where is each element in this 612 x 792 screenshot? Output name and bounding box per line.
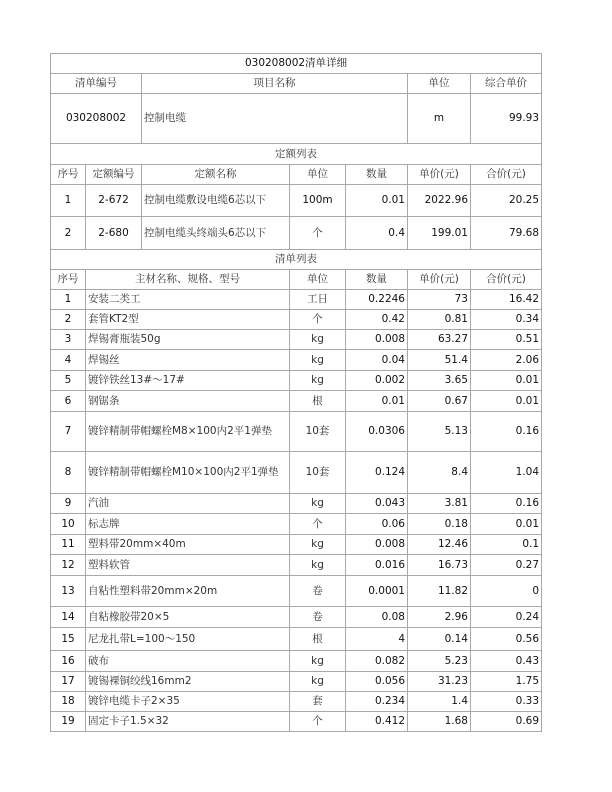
material-row: [51, 672, 542, 692]
material-price: 0.67: [408, 391, 471, 412]
quota-no: 1: [51, 185, 86, 217]
quota-qty: 0.01: [346, 185, 408, 217]
material-price: 12.46: [408, 535, 471, 555]
quota-row: [51, 217, 542, 250]
quota-qty: 0.4: [346, 217, 408, 250]
material-total: 0.1: [471, 535, 542, 555]
material-qty: 0.0001: [346, 576, 408, 607]
material-row: [51, 350, 542, 371]
material-name: 安装二类工: [86, 290, 290, 310]
material-no: 16: [51, 651, 86, 672]
material-total: 0.43: [471, 651, 542, 672]
material-name: 套管KT2型: [86, 310, 290, 330]
material-price: 0.14: [408, 628, 471, 651]
material-unit: 根: [290, 391, 346, 412]
header-bill-code: 清单编号: [51, 74, 142, 94]
material-price: 0.81: [408, 310, 471, 330]
material-row: [51, 412, 542, 452]
material-total: 1.04: [471, 452, 542, 494]
material-no: 2: [51, 310, 86, 330]
material-price: 63.27: [408, 330, 471, 350]
quota-no: 2: [51, 217, 86, 250]
material-no: 3: [51, 330, 86, 350]
material-qty: 0.056: [346, 672, 408, 692]
material-qty: 0.01: [346, 391, 408, 412]
material-unit: kg: [290, 371, 346, 391]
material-total: 0.27: [471, 555, 542, 576]
material-qty: 0.234: [346, 692, 408, 712]
material-no: 6: [51, 391, 86, 412]
material-unit: kg: [290, 330, 346, 350]
material-row: [51, 555, 542, 576]
quota-total: 79.68: [471, 217, 542, 250]
material-qty: 0.412: [346, 712, 408, 732]
material-row: [51, 514, 542, 535]
material-price: 3.65: [408, 371, 471, 391]
material-price: 5.13: [408, 412, 471, 452]
quota-header-row: [51, 165, 542, 185]
material-total: 0.01: [471, 391, 542, 412]
quota-section-title: 定额列表: [51, 144, 542, 165]
material-unit: 工日: [290, 290, 346, 310]
material-name: 塑料软管: [86, 555, 290, 576]
material-total: 0.56: [471, 628, 542, 651]
material-total: 0.34: [471, 310, 542, 330]
material-no: 12: [51, 555, 86, 576]
header-unit: 单位: [408, 74, 471, 94]
header-unit-price: 综合单价: [471, 74, 542, 94]
quota-header-total: 合价(元): [471, 165, 542, 185]
material-qty: 0.04: [346, 350, 408, 371]
material-name: 钢锯条: [86, 391, 290, 412]
material-total: 0.16: [471, 412, 542, 452]
material-no: 7: [51, 412, 86, 452]
material-no: 8: [51, 452, 86, 494]
material-total: 0.01: [471, 371, 542, 391]
material-price: 11.82: [408, 576, 471, 607]
page-title: 030208002清单详细: [51, 54, 542, 74]
material-row: [51, 692, 542, 712]
material-price: 3.81: [408, 494, 471, 514]
materials-section-row: [51, 250, 542, 270]
material-price: 73: [408, 290, 471, 310]
materials-header-qty: 数量: [346, 270, 408, 290]
material-unit: 个: [290, 310, 346, 330]
material-total: 2.06: [471, 350, 542, 371]
material-no: 10: [51, 514, 86, 535]
material-qty: 0.082: [346, 651, 408, 672]
header-item-name: 项目名称: [142, 74, 408, 94]
material-row: [51, 607, 542, 628]
material-unit: 套: [290, 692, 346, 712]
material-row: [51, 310, 542, 330]
material-unit: 卷: [290, 607, 346, 628]
material-no: 14: [51, 607, 86, 628]
material-no: 15: [51, 628, 86, 651]
material-price: 2.96: [408, 607, 471, 628]
material-qty: 4: [346, 628, 408, 651]
materials-header-row: [51, 270, 542, 290]
materials-header-unit: 单位: [290, 270, 346, 290]
material-price: 1.68: [408, 712, 471, 732]
material-unit: 10套: [290, 452, 346, 494]
bill-unit: m: [408, 94, 471, 144]
material-total: 0.51: [471, 330, 542, 350]
material-name: 镀锡裸铜绞线16mm2: [86, 672, 290, 692]
material-unit: 个: [290, 514, 346, 535]
material-qty: 0.0306: [346, 412, 408, 452]
material-name: 自粘橡胶带20×5: [86, 607, 290, 628]
material-name: 固定卡子1.5×32: [86, 712, 290, 732]
material-row: [51, 290, 542, 310]
material-total: 0.16: [471, 494, 542, 514]
quota-total: 20.25: [471, 185, 542, 217]
quota-name: 控制电缆敷设电缆6芯以下: [142, 185, 290, 217]
material-no: 18: [51, 692, 86, 712]
material-row: [51, 371, 542, 391]
bill-detail-table: [50, 53, 542, 732]
material-qty: 0.124: [346, 452, 408, 494]
material-unit: kg: [290, 555, 346, 576]
materials-header-name: 主材名称、规格、型号: [86, 270, 290, 290]
quota-unit: 个: [290, 217, 346, 250]
material-unit: kg: [290, 651, 346, 672]
materials-header-total: 合价(元): [471, 270, 542, 290]
material-name: 镀锌铁丝13#～17#: [86, 371, 290, 391]
material-name: 镀锌精制带帽螺栓M8×100内2平1弹垫: [86, 412, 290, 452]
material-price: 1.4: [408, 692, 471, 712]
bill-price: 99.93: [471, 94, 542, 144]
material-qty: 0.2246: [346, 290, 408, 310]
materials-section-title: 清单列表: [51, 250, 542, 270]
material-name: 标志牌: [86, 514, 290, 535]
material-total: 0.69: [471, 712, 542, 732]
material-name: 镀锌精制带帽螺栓M10×100内2平1弹垫: [86, 452, 290, 494]
quota-header-unit: 单位: [290, 165, 346, 185]
material-price: 8.4: [408, 452, 471, 494]
materials-header-price: 单价(元): [408, 270, 471, 290]
material-name: 镀锌电缆卡子2×35: [86, 692, 290, 712]
materials-header-no: 序号: [51, 270, 86, 290]
quota-code: 2-672: [86, 185, 142, 217]
quota-price: 2022.96: [408, 185, 471, 217]
bill-code: 030208002: [51, 94, 142, 144]
material-unit: 根: [290, 628, 346, 651]
material-row: [51, 712, 542, 732]
material-row: [51, 494, 542, 514]
material-row: [51, 628, 542, 651]
title-row: [51, 54, 542, 74]
material-qty: 0.016: [346, 555, 408, 576]
quota-header-no: 序号: [51, 165, 86, 185]
material-no: 13: [51, 576, 86, 607]
material-name: 破布: [86, 651, 290, 672]
material-total: 0.24: [471, 607, 542, 628]
material-qty: 0.008: [346, 330, 408, 350]
material-unit: kg: [290, 494, 346, 514]
bill-name: 控制电缆: [142, 94, 408, 144]
material-qty: 0.08: [346, 607, 408, 628]
material-name: 尼龙扎带L=100～150: [86, 628, 290, 651]
material-qty: 0.043: [346, 494, 408, 514]
material-row: [51, 535, 542, 555]
material-total: 0.33: [471, 692, 542, 712]
material-unit: 10套: [290, 412, 346, 452]
material-name: 焊锡丝: [86, 350, 290, 371]
bill-header-row: [51, 74, 542, 94]
material-no: 17: [51, 672, 86, 692]
material-name: 汽油: [86, 494, 290, 514]
material-total: 16.42: [471, 290, 542, 310]
material-price: 5.23: [408, 651, 471, 672]
material-row: [51, 391, 542, 412]
quota-header-qty: 数量: [346, 165, 408, 185]
material-unit: 卷: [290, 576, 346, 607]
material-no: 11: [51, 535, 86, 555]
quota-code: 2-680: [86, 217, 142, 250]
quota-name: 控制电缆头终端头6芯以下: [142, 217, 290, 250]
quota-header-price: 单价(元): [408, 165, 471, 185]
material-no: 19: [51, 712, 86, 732]
material-name: 塑料带20mm×40m: [86, 535, 290, 555]
material-price: 31.23: [408, 672, 471, 692]
quota-price: 199.01: [408, 217, 471, 250]
quota-row: [51, 185, 542, 217]
material-total: 1.75: [471, 672, 542, 692]
material-unit: kg: [290, 350, 346, 371]
material-row: [51, 576, 542, 607]
bill-row: [51, 94, 542, 144]
material-no: 5: [51, 371, 86, 391]
material-qty: 0.008: [346, 535, 408, 555]
material-unit: kg: [290, 535, 346, 555]
material-unit: 个: [290, 712, 346, 732]
material-total: 0.01: [471, 514, 542, 535]
material-qty: 0.06: [346, 514, 408, 535]
material-price: 16.73: [408, 555, 471, 576]
quota-section-row: [51, 144, 542, 165]
material-name: 自粘性塑料带20mm×20m: [86, 576, 290, 607]
material-no: 4: [51, 350, 86, 371]
quota-header-name: 定额名称: [142, 165, 290, 185]
material-unit: kg: [290, 672, 346, 692]
material-total: 0: [471, 576, 542, 607]
material-row: [51, 452, 542, 494]
quota-header-code: 定额编号: [86, 165, 142, 185]
material-no: 9: [51, 494, 86, 514]
material-row: [51, 330, 542, 350]
material-qty: 0.42: [346, 310, 408, 330]
material-price: 51.4: [408, 350, 471, 371]
material-no: 1: [51, 290, 86, 310]
material-row: [51, 651, 542, 672]
quota-unit: 100m: [290, 185, 346, 217]
material-name: 焊锡膏瓶装50g: [86, 330, 290, 350]
material-price: 0.18: [408, 514, 471, 535]
material-qty: 0.002: [346, 371, 408, 391]
